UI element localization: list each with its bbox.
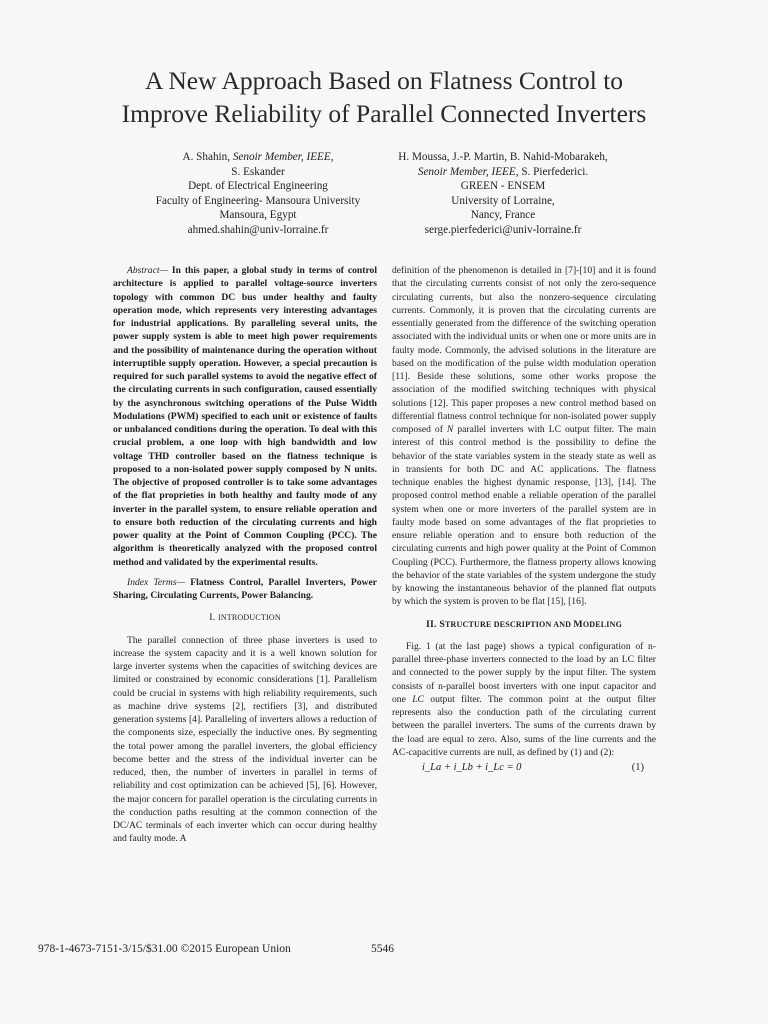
- text-run: output filter. The common point at the output filter represents also the conduction path of the circulating current between the parallel inverters. The sums of the currents drawn by the load are equal to zero. Also, sums of the line currents and the AC-capacitive currents are null, as defined by (1) and (2):: [392, 693, 656, 758]
- section-title-cap: M: [573, 618, 583, 630]
- author-line: [130, 150, 386, 165]
- text-run-italic: N: [446, 424, 454, 435]
- index-terms-text: Flatness Control, Parallel Inverters, Power Sharing, Circulating Currents, Power Balancing.: [113, 576, 377, 601]
- author-line: [372, 165, 634, 180]
- footer-copyright: 978-1-4673-7151-3/15/$31.00 ©2015 European Union: [38, 943, 291, 955]
- text-run-italic: LC: [412, 693, 424, 705]
- section-heading-2: [392, 618, 656, 631]
- section-number: I.: [209, 612, 216, 624]
- paragraph: [392, 640, 656, 759]
- equation-1: [392, 761, 656, 777]
- author-university: University of Lorraine,: [451, 194, 555, 207]
- right-column: [392, 264, 656, 777]
- index-terms: [113, 576, 377, 603]
- section-heading-1: [113, 611, 377, 624]
- author-role: Senoir Member, IEEE,: [417, 165, 519, 178]
- author-name: A. Shahin,: [182, 151, 233, 163]
- equation-number: (1): [631, 762, 644, 773]
- author-faculty: Faculty of Engineering- Mansoura University: [155, 194, 361, 207]
- index-terms-lead: Index Terms—: [127, 576, 186, 588]
- paper-title: [0, 64, 768, 130]
- author-lab: GREEN - ENSEM: [460, 180, 546, 193]
- author-dept: Dept. of Electrical Engineering: [188, 180, 328, 193]
- text-run: Fig. 1 (at the last page) shows a typical configuration of n-parallel three-phase inverters connected to the load by an LC filter and connected to the power supply by the input filter. The system consists of n-parallel boost inverters with one input capacitor and one: [392, 640, 656, 705]
- text-run: parallel inverters with LC output filter. The main interest of this control method is the possibility to define the behavior of the state variables system in the steady state as well as in transients for both DC and AC applications. The flatness technique enables the highest dynamic response, [13], [14]. The proposed control method enable a reliable operation of the parallel system when one or more inverters of the parallel system are in faulty mode based on some advantages of the flat proprieties to ensure reliable operation and to ensure both reduction of the circulating currents and high power quality at the Point of Common Coupling (PCC). Furthermore, the flatness property allows knowing the behavior of the state variables of the system undergone the study by knowing the instantaneous behavior of the planned flat outputs by which the system is proven to be flat [15], [16].: [392, 424, 656, 608]
- author-city: Nancy, France: [470, 209, 536, 222]
- author-role: Senoir Member, IEEE,: [232, 151, 334, 163]
- left-column: [113, 264, 377, 846]
- title-line-1: A New Approach Based on Flatness Control to: [144, 66, 624, 95]
- section-title-cap: S: [439, 618, 445, 630]
- section-1-paragraph: The parallel connection of three phase inverters is used to increase the system capacity and it is a well known solution for large inverter systems when the capacities of switching devices are limited or constrained by economic considerations [1]. Parallelism could be crucial in systems with high reliability requirements, such as machine drive systems [2], rectifiers [3], and distributed generation systems [4]. Paralleling of inverters allows a reduction of the components size, especially the inductive ones. By segmenting the total power among the parallel inverters, the global efficiency become better and the stress of the individual inverter can be reduced, then, the number of inverters in parallel in terms of reliability and cost optimization can be achieved [5], [6]. However, the major concern for parallel operation is the circulating currents in the conduction paths resulting at the common connection of the DC/AC terminals of each inverter which can occur during healthy and faulty mode. A: [113, 634, 377, 845]
- page-number: 5546: [371, 943, 394, 955]
- section-title-rest: TRUCTURE DESCRIPTION AND: [445, 619, 574, 629]
- equation-body: i_La + i_Lb + i_Lc = 0: [422, 762, 522, 773]
- author-email: serge.pierfederici@univ-lorraine.fr: [424, 223, 582, 236]
- text-run: definition of the phenomenon is detailed in [7]-[10] and it is found that the circulating currents consist of not only the zero-sequence circulating currents, but also the nonzero-sequence circulating currents. Commonly, it is proven that the circulating currents are essentially generated from the difference of the switching operation associated with the individual units or when one or more units are in faulty mode. Commonly, the advised solutions in the literature are based on the modification of the pulse width modulation operation [11]. Beside these solutions, some other works propose the association of the modified switching techniques with physical solutions [12]. This paper proposes a new control method based on differential flatness control technique for non-isolated power supply composed of: [392, 265, 656, 435]
- section-number: II.: [426, 618, 437, 630]
- author-email: ahmed.shahin@univ-lorraine.fr: [187, 223, 329, 236]
- paragraph: [392, 264, 656, 609]
- abstract-lead: Abstract—: [127, 265, 169, 276]
- abstract-text: In this paper, a global study in terms of control architecture is applied to parallel voltage-source inverters topology with common DC bus under healthy and faulty operation mode, which represents very interesting advantages for industrial applications. By paralleling several units, the power supply system is able to meet high power requirements and the possibility of maintenance during the operation without interruptible supply operation. However, a special precaution is required for such parallel systems to avoid the negative effect of the circulating currents in such configuration, caused essentially by the asynchronous switching operations of the Pulse Width Modulations (PWM) specified to each unit or existence of faults or unbalanced conditions during the operation. To deal with this crucial problem, a one loop with high bandwidth and low voltage THD controller based on the flatness technique is proposed to a non-isolated power supply composed by N units. The objective of proposed controller is to take some advantages of the flat proprieties in both healthy and faulty mode of any inverter in the parallel system, to ensure reliable operation and to ensure both reduction of the circulating currents and high power quality at the Point of Common Coupling (PCC). The algorithm is theoretically analyzed with the proposed control method and validated by the experimental results.: [113, 265, 377, 568]
- author-name: S. Pierfederici.: [518, 165, 589, 178]
- abstract: [113, 264, 377, 569]
- author-block-left: [130, 150, 386, 238]
- section-title-rest: ODELING: [582, 619, 622, 629]
- author-names: H. Moussa, J.-P. Martin, B. Nahid-Mobarakeh,: [398, 151, 608, 163]
- author-name: S. Eskander: [231, 165, 285, 178]
- author-city: Mansoura, Egypt: [219, 209, 297, 222]
- author-block-right: [372, 150, 634, 238]
- title-line-2: Improve Reliability of Parallel Connected Inverters: [121, 99, 647, 128]
- section-title: INTRODUCTION: [217, 613, 281, 623]
